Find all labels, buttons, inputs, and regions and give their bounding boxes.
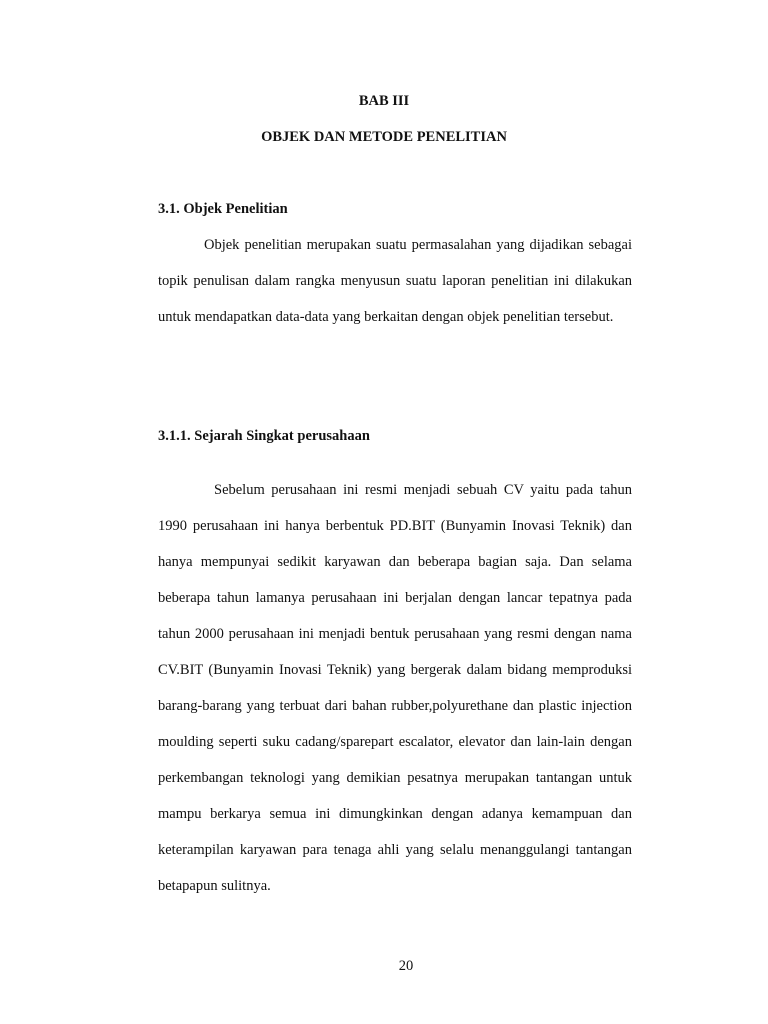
section-heading-objek-penelitian: 3.1. Objek Penelitian xyxy=(158,201,288,217)
section-paragraph-objek-penelitian: Objek penelitian merupakan suatu permasalahan yang dijadikan sebagai topik penulisan dalam rangka menyusun suatu laporan penelitian ini dilakukan untuk mendapatkan data-data yang berkaitan dengan objek penelitian tersebut. xyxy=(158,237,632,325)
section-heading-sejarah-singkat: 3.1.1. Sejarah Singkat perusahaan xyxy=(158,428,370,444)
chapter-number: BAB III xyxy=(358,93,410,109)
page-number: 20 xyxy=(398,958,414,974)
chapter-title: OBJEK DAN METODE PENELITIAN xyxy=(261,129,507,145)
section-paragraph-sejarah-singkat: Sebelum perusahaan ini resmi menjadi sebuah CV yaitu pada tahun 1990 perusahaan ini hanya berbentuk PD.BIT (Bunyamin Inovasi Teknik) dan hanya mempunyai sedikit karyawan dan beberapa bagian saja. Dan selama beberapa tahun lamanya perusahaan ini berjalan dengan lancar tepatnya pada tahun 2000 perusahaan ini menjadi bentuk perusahaan yang resmi dengan nama CV.BIT (Bunyamin Inovasi Teknik) yang bergerak dalam bidang memproduksi barang-barang yang terbuat dari bahan rubber,polyurethane dan plastic injection moulding seperti suku cadang/sparepart escalator, elevator dan lain-lain dengan perkembangan teknologi yang demikian pesatnya merupakan tantangan untuk mampu berkarya semua ini dimungkinkan dengan adanya kemampuan dan keterampilan karyawan para tenaga ahli yang selalu menanggulangi tantangan betapapun sulitnya. xyxy=(158,482,632,894)
